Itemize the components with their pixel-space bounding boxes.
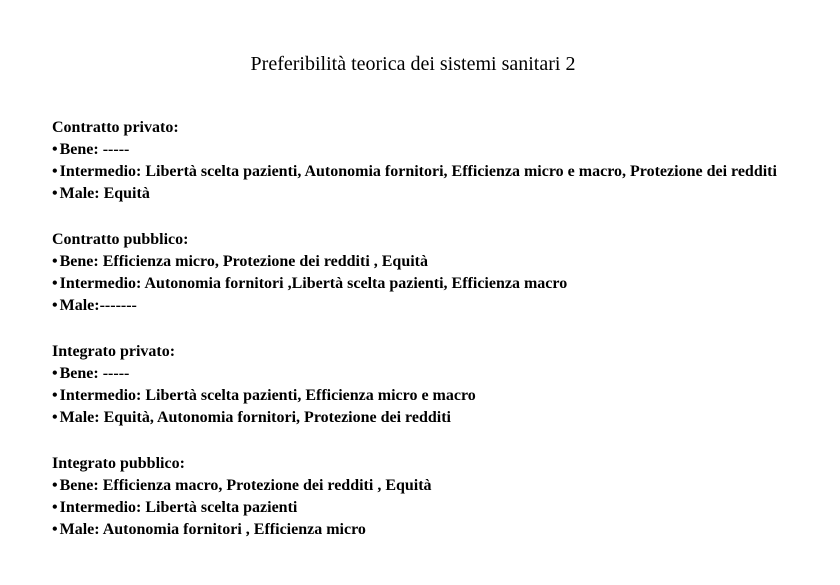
bullet-marker: • [52, 185, 58, 202]
bullet-marker: • [52, 253, 58, 270]
bullet-intermedio [52, 163, 792, 181]
content [52, 119, 792, 567]
bullet-marker: • [52, 499, 58, 516]
bullet-marker: • [52, 409, 58, 426]
bullet-text: Male: Equità, Autonomia fornitori, Protezione dei redditi [59, 409, 451, 426]
section-heading: Integrato pubblico: [52, 455, 185, 472]
bullet-text: Intermedio: Libertà scelta pazienti, Efficienza micro e macro [59, 387, 476, 404]
bullet-text: Male: Autonomia fornitori , Efficienza micro [59, 521, 366, 538]
bullet-text: Bene: Efficienza macro, Protezione dei redditi , Equità [59, 477, 432, 494]
section-integrato-privato [52, 343, 792, 427]
bullet-text: Intermedio: Libertà scelta pazienti [59, 499, 298, 516]
bullet-marker: • [52, 365, 58, 382]
bullet-marker: • [52, 163, 58, 180]
bullet-bene [52, 365, 792, 383]
bullet-text: Intermedio: Libertà scelta pazienti, Autonomia fornitori, Efficienza micro e macro, Protezione dei redditi [59, 163, 777, 180]
bullet-text: Intermedio: Autonomia fornitori ,Libertà scelta pazienti, Efficienza macro [59, 275, 568, 292]
bullet-text: Male: Equità [59, 185, 150, 202]
bullet-bene [52, 141, 792, 159]
section-contratto-privato [52, 119, 792, 203]
section-heading: Contratto privato: [52, 119, 179, 136]
bullet-marker: • [52, 387, 58, 404]
bullet-text: Bene: ----- [59, 365, 130, 382]
bullet-bene [52, 253, 792, 271]
section-heading: Integrato privato: [52, 343, 176, 360]
bullet-male [52, 185, 792, 203]
section-integrato-pubblico [52, 455, 792, 539]
bullet-marker: • [52, 297, 58, 314]
bullet-text: Bene: Efficienza micro, Protezione dei redditi , Equità [59, 253, 428, 270]
page-title: Preferibilità teorica dei sistemi sanitari 2 [250, 53, 576, 75]
section-contratto-pubblico [52, 231, 792, 315]
bullet-marker: • [52, 275, 58, 292]
section-heading: Contratto pubblico: [52, 231, 189, 248]
bullet-male [52, 297, 792, 315]
bullet-marker: • [52, 521, 58, 538]
bullet-intermedio [52, 275, 792, 293]
bullet-male [52, 409, 792, 427]
bullet-text: Male:------- [59, 297, 137, 314]
bullet-marker: • [52, 477, 58, 494]
bullet-marker: • [52, 141, 58, 158]
bullet-intermedio [52, 387, 792, 405]
bullet-intermedio [52, 499, 792, 517]
bullet-bene [52, 477, 792, 495]
bullet-male [52, 521, 792, 539]
bullet-text: Bene: ----- [59, 141, 130, 158]
